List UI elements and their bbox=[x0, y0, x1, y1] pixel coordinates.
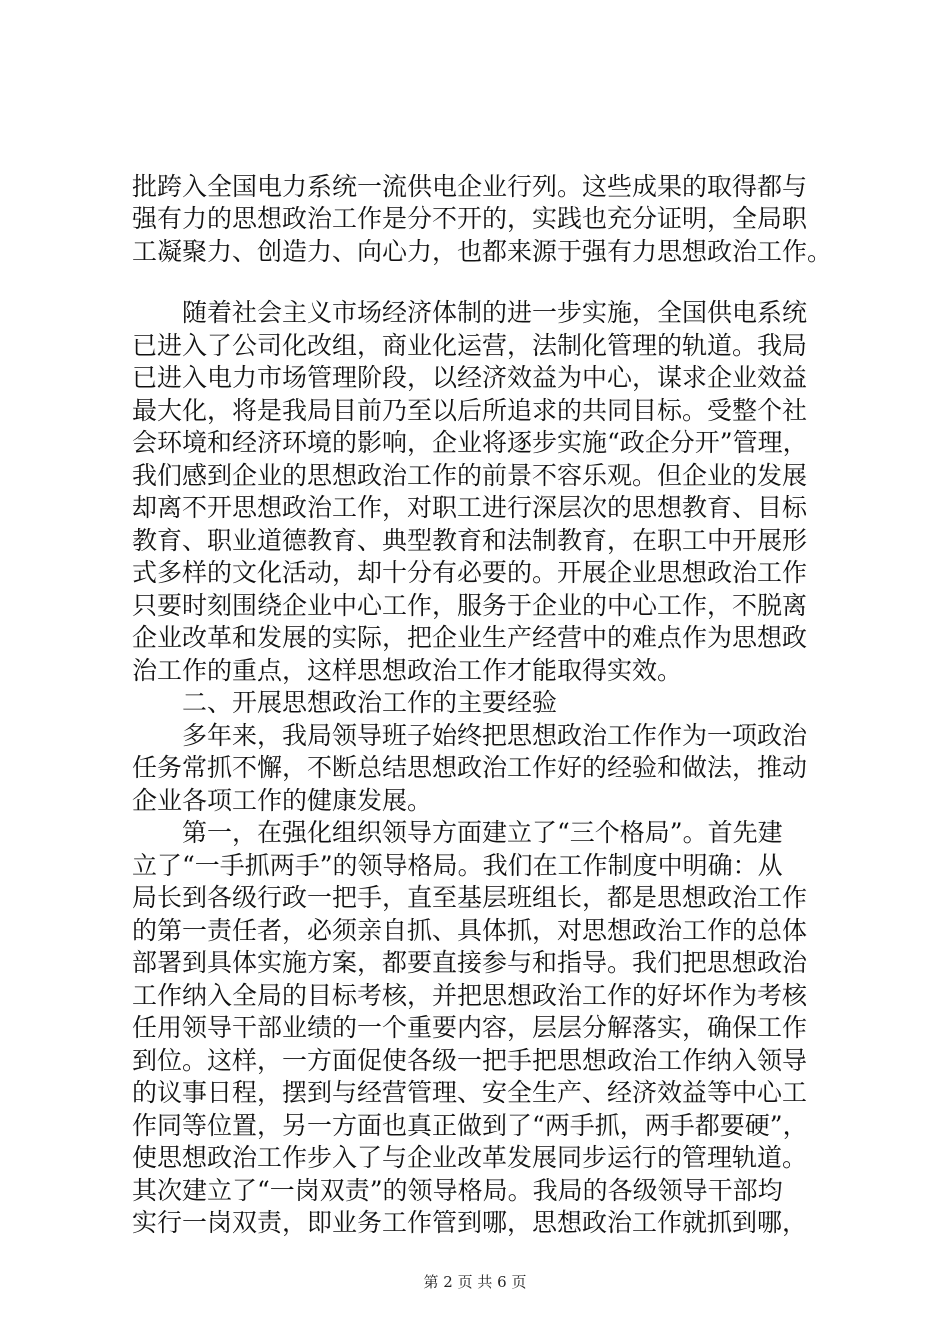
text-line: 治工作的重点，这样思想政治工作才能取得实效。 bbox=[132, 656, 683, 685]
text-line: 第一，在强化组织领导方面建立了“三个格局”。首先建 bbox=[132, 818, 783, 847]
text-line: 其次建立了“一岗双责”的领导格局。我局的各级领导干部均 bbox=[132, 1176, 783, 1205]
text-line: 实行一岗双责，即业务工作管到哪，思想政治工作就抓到哪， bbox=[132, 1208, 808, 1237]
text-line: 已进入电力市场管理阶段，以经济效益为中心，谋求企业效益 bbox=[132, 363, 808, 392]
text-line: 部署到具体实施方案，都要直接参与和指导。我们把思想政治 bbox=[132, 948, 808, 977]
text-line: 作同等位置，另一方面也真正做到了“两手抓，两手都要硬”， bbox=[132, 1111, 808, 1140]
text-line: 使思想政治工作步入了与企业改革发展同步运行的管理轨道。 bbox=[132, 1143, 808, 1172]
section-heading: 二、开展思想政治工作的主要经验 bbox=[132, 688, 558, 717]
text-line: 工作纳入全局的目标考核，并把思想政治工作的好坏作为考核 bbox=[132, 981, 808, 1010]
text-line: 企业各项工作的健康发展。 bbox=[132, 786, 433, 815]
text-line: 批跨入全国电力系统一流供电企业行列。这些成果的取得都与 bbox=[132, 172, 808, 201]
text-line: 强有力的思想政治工作是分不开的，实践也充分证明，全局职 bbox=[132, 204, 808, 233]
text-line: 会环境和经济环境的影响，企业将逐步实施“政企分开”管理， bbox=[132, 428, 808, 457]
text-line: 企业改革和发展的实际，把企业生产经营中的难点作为思想政 bbox=[132, 623, 808, 652]
text-line: 我们感到企业的思想政治工作的前景不容乐观。但企业的发展 bbox=[132, 461, 808, 490]
page-number-footer: 第 2 页 共 6 页 bbox=[423, 1273, 527, 1291]
text-line: 到位。这样，一方面促使各级一把手把思想政治工作纳入领导 bbox=[132, 1046, 808, 1075]
text-line: 局长到各级行政一把手，直至基层班组长，都是思想政治工作 bbox=[132, 883, 808, 912]
text-line: 只要时刻围绕企业中心工作，服务于企业的中心工作，不脱离 bbox=[132, 591, 808, 620]
text-line: 的第一责任者，必须亲自抓、具体抓，对思想政治工作的总体 bbox=[132, 916, 808, 945]
text-line: 的议事日程，摆到与经营管理、安全生产、经济效益等中心工 bbox=[132, 1078, 808, 1107]
text-line: 多年来，我局领导班子始终把思想政治工作作为一项政治 bbox=[132, 721, 808, 750]
text-line: 随着社会主义市场经济体制的进一步实施，全国供电系统 bbox=[132, 298, 808, 327]
text-line: 最大化，将是我局目前乃至以后所追求的共同目标。受整个社 bbox=[132, 396, 808, 425]
text-line: 任用领导干部业绩的一个重要内容，层层分解落实，确保工作 bbox=[132, 1013, 808, 1042]
text-line: 教育、职业道德教育、典型教育和法制教育，在职工中开展形 bbox=[132, 526, 808, 555]
text-line: 立了“一手抓两手”的领导格局。我们在工作制度中明确：从 bbox=[132, 851, 783, 880]
text-line: 已进入了公司化改组，商业化运营，法制化管理的轨道。我局 bbox=[132, 331, 808, 360]
text-line: 任务常抓不懈，不断总结思想政治工作好的经验和做法，推动 bbox=[132, 753, 808, 782]
text-line: 式多样的文化活动，却十分有必要的。开展企业思想政治工作 bbox=[132, 558, 808, 587]
text-line: 工凝聚力、创造力、向心力，也都来源于强有力思想政治工作。 bbox=[132, 237, 833, 266]
text-line: 却离不开思想政治工作，对职工进行深层次的思想教育、目标 bbox=[132, 493, 808, 522]
